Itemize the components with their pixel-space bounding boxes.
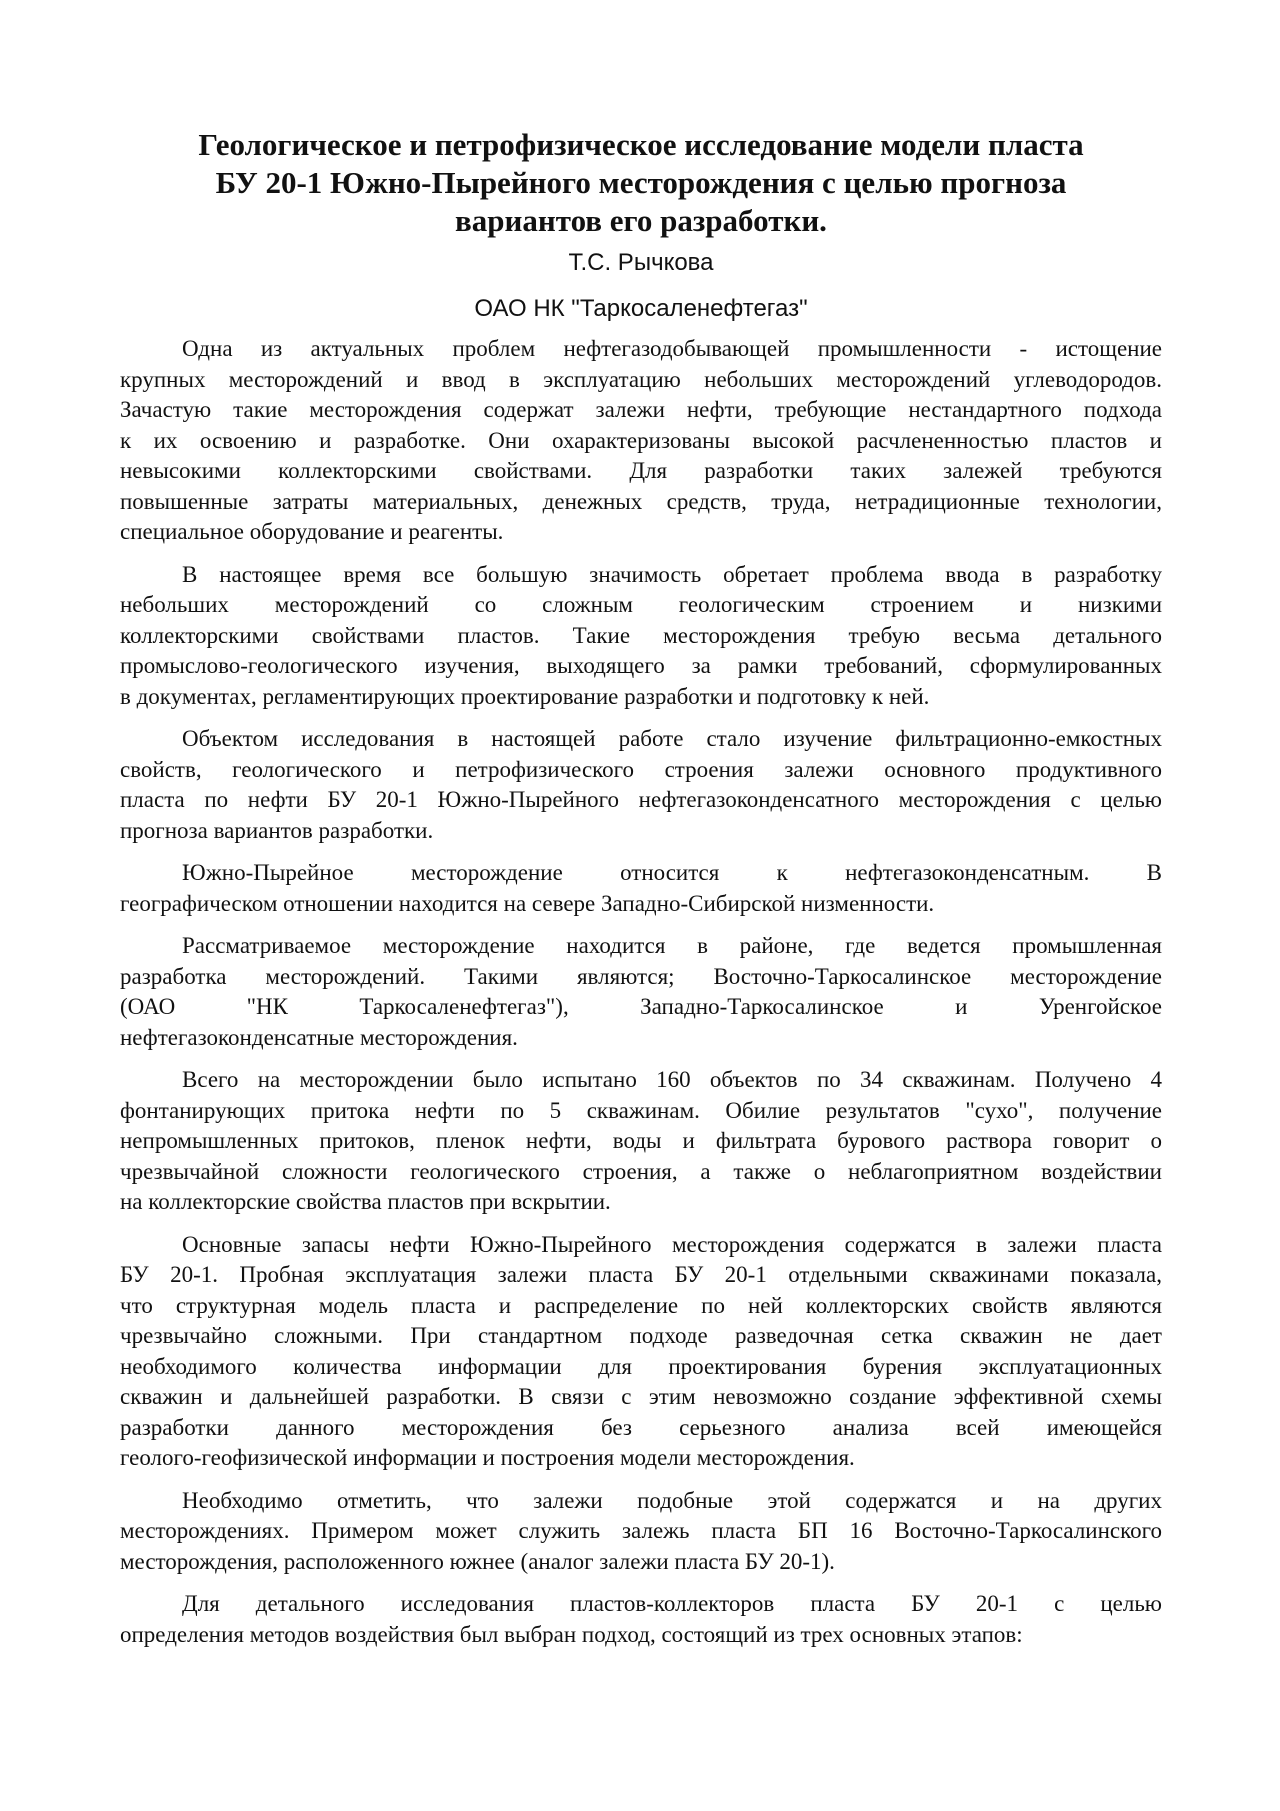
paragraph-line: Для детального исследования пластов-коллекторов пласта БУ 20-1 с целью (182, 1591, 1162, 1616)
paragraph-line: промыслово-геологического изучения, выходящего за рамки требований, сформулированных (120, 653, 1162, 678)
paragraph-line: месторождения, расположенного южнее (аналог залежи пласта БУ 20-1). (120, 1548, 835, 1574)
paragraph-line: чрезвычайной сложности геологического строения, а также о неблагоприятном воздействии (120, 1158, 1162, 1184)
paragraph-line: Рассматриваемое месторождение находится в районе, где ведется промышленная (182, 933, 1162, 958)
paragraph-line: небольших месторождений со сложным геологическим строением и низкими (120, 592, 1162, 617)
paragraph-line: фонтанирующих притока нефти по 5 скважинам. Обилие результатов "сухо", получение (120, 1097, 1162, 1123)
body-paragraph (120, 1230, 1162, 1474)
paragraph-line: Одна из актуальных проблем нефтегазодобывающей промышленности - истощение (182, 336, 1162, 361)
paragraph-line: что структурная модель пласта и распределение по ней коллекторских свойств являются (120, 1292, 1162, 1318)
document-body (120, 334, 1162, 1650)
body-paragraph (120, 334, 1162, 548)
paragraph-line: (ОАО "НК Таркосаленефтегаз"), Западно-Таркосалинское и Уренгойское (120, 994, 1162, 1019)
paragraph-line: в документах, регламентирующих проектирование разработки и подготовку к ней. (120, 683, 930, 709)
paragraph-line: нефтегазоконденсатные месторождения. (120, 1024, 518, 1050)
title-line: БУ 20-1 Южно-Пырейного месторождения с целью прогноза (215, 165, 1067, 200)
paragraph-line: месторождениях. Примером может служить залежь пласта БП 16 Восточно-Таркосалинского (120, 1518, 1162, 1543)
paragraph-line: определения методов воздействия был выбран подход, состоящий из трех основных этапов: (120, 1621, 1023, 1647)
paragraph-line: крупных месторождений и ввод в эксплуатацию небольших месторождений углеводородов. (120, 366, 1162, 392)
paragraph-line: геолого-геофизической информации и построения модели месторождения. (120, 1445, 855, 1470)
paragraph-line: коллекторскими свойствами пластов. Такие месторождения требую весьма детального (120, 622, 1162, 648)
paragraph-line: прогноза вариантов разработки. (120, 817, 434, 843)
paragraph-line: свойств, геологического и петрофизического строения залежи основного продуктивного (120, 756, 1162, 782)
paragraph-line: к их освоению и разработке. Они охарактеризованы высокой расчлененностью пластов и (120, 427, 1162, 453)
author-name: Т.С. Рычкова (568, 249, 714, 276)
body-paragraph (120, 1065, 1162, 1218)
paragraph-line: повышенные затраты материальных, денежных средств, труда, нетрадиционные технологии, (120, 488, 1162, 514)
body-paragraph (120, 1589, 1162, 1650)
paragraph-line: невысокими коллекторскими свойствами. Для разработки таких залежей требуются (120, 458, 1162, 483)
paragraph-line: разработки данного месторождения без серьезного анализа всей имеющейся (120, 1414, 1162, 1440)
body-paragraph (120, 560, 1162, 713)
title-line: Геологическое и петрофизическое исследование модели пласта (198, 127, 1084, 162)
paragraph-line: Необходимо отметить, что залежи подобные этой содержатся и на других (182, 1487, 1162, 1513)
paragraph-line: географическом отношении находится на севере Западно-Сибирской низменности. (120, 890, 935, 916)
paragraph-line: специальное оборудование и реагенты. (120, 519, 504, 544)
paragraph-line: В настоящее время все большую значимость обретает проблема ввода в разработку (182, 561, 1162, 587)
paragraph-line: Южно-Пырейное месторождение относится к нефтегазоконденсатным. В (182, 860, 1162, 885)
paragraph-line: Основные запасы нефти Южно-Пырейного месторождения содержатся в залежи пласта (182, 1231, 1162, 1257)
document-title (120, 126, 1162, 240)
paragraph-line: пласта по нефти БУ 20-1 Южно-Пырейного нефтегазоконденсатного месторождения с целью (120, 787, 1162, 812)
body-paragraph (120, 858, 1162, 919)
author-affiliation: ОАО НК "Таркосаленефтегаз" (474, 295, 808, 322)
paragraph-line: необходимого количества информации для проектирования бурения эксплуатационных (120, 1353, 1162, 1379)
body-paragraph (120, 931, 1162, 1053)
body-paragraph (120, 1486, 1162, 1578)
paragraph-line: на коллекторские свойства пластов при вскрытии. (120, 1189, 611, 1214)
paragraph-line: Всего на месторождении было испытано 160 объектов по 34 скважинам. Получено 4 (182, 1067, 1162, 1092)
paragraph-line: скважин и дальнейшей разработки. В связи с этим невозможно создание эффективной схемы (120, 1384, 1162, 1409)
paragraph-line: непромышленных притоков, пленок нефти, воды и фильтрата бурового раствора говорит о (120, 1128, 1162, 1153)
paragraph-line: Объектом исследования в настоящей работе стало изучение фильтрационно-емкостных (182, 726, 1162, 751)
paragraph-line: БУ 20-1. Пробная эксплуатация залежи пласта БУ 20-1 отдельными скважинами показала, (120, 1262, 1162, 1287)
body-paragraph (120, 724, 1162, 846)
title-line: вариантов его разработки. (455, 203, 827, 238)
paragraph-line: чрезвычайно сложными. При стандартном подходе разведочная сетка скважин не дает (120, 1323, 1162, 1348)
document-page (120, 126, 1162, 1662)
paragraph-line: разработка месторождений. Такими являются; Восточно-Таркосалинское месторождение (120, 963, 1162, 989)
paragraph-line: Зачастую такие месторождения содержат залежи нефти, требующие нестандартного подхода (120, 397, 1162, 422)
